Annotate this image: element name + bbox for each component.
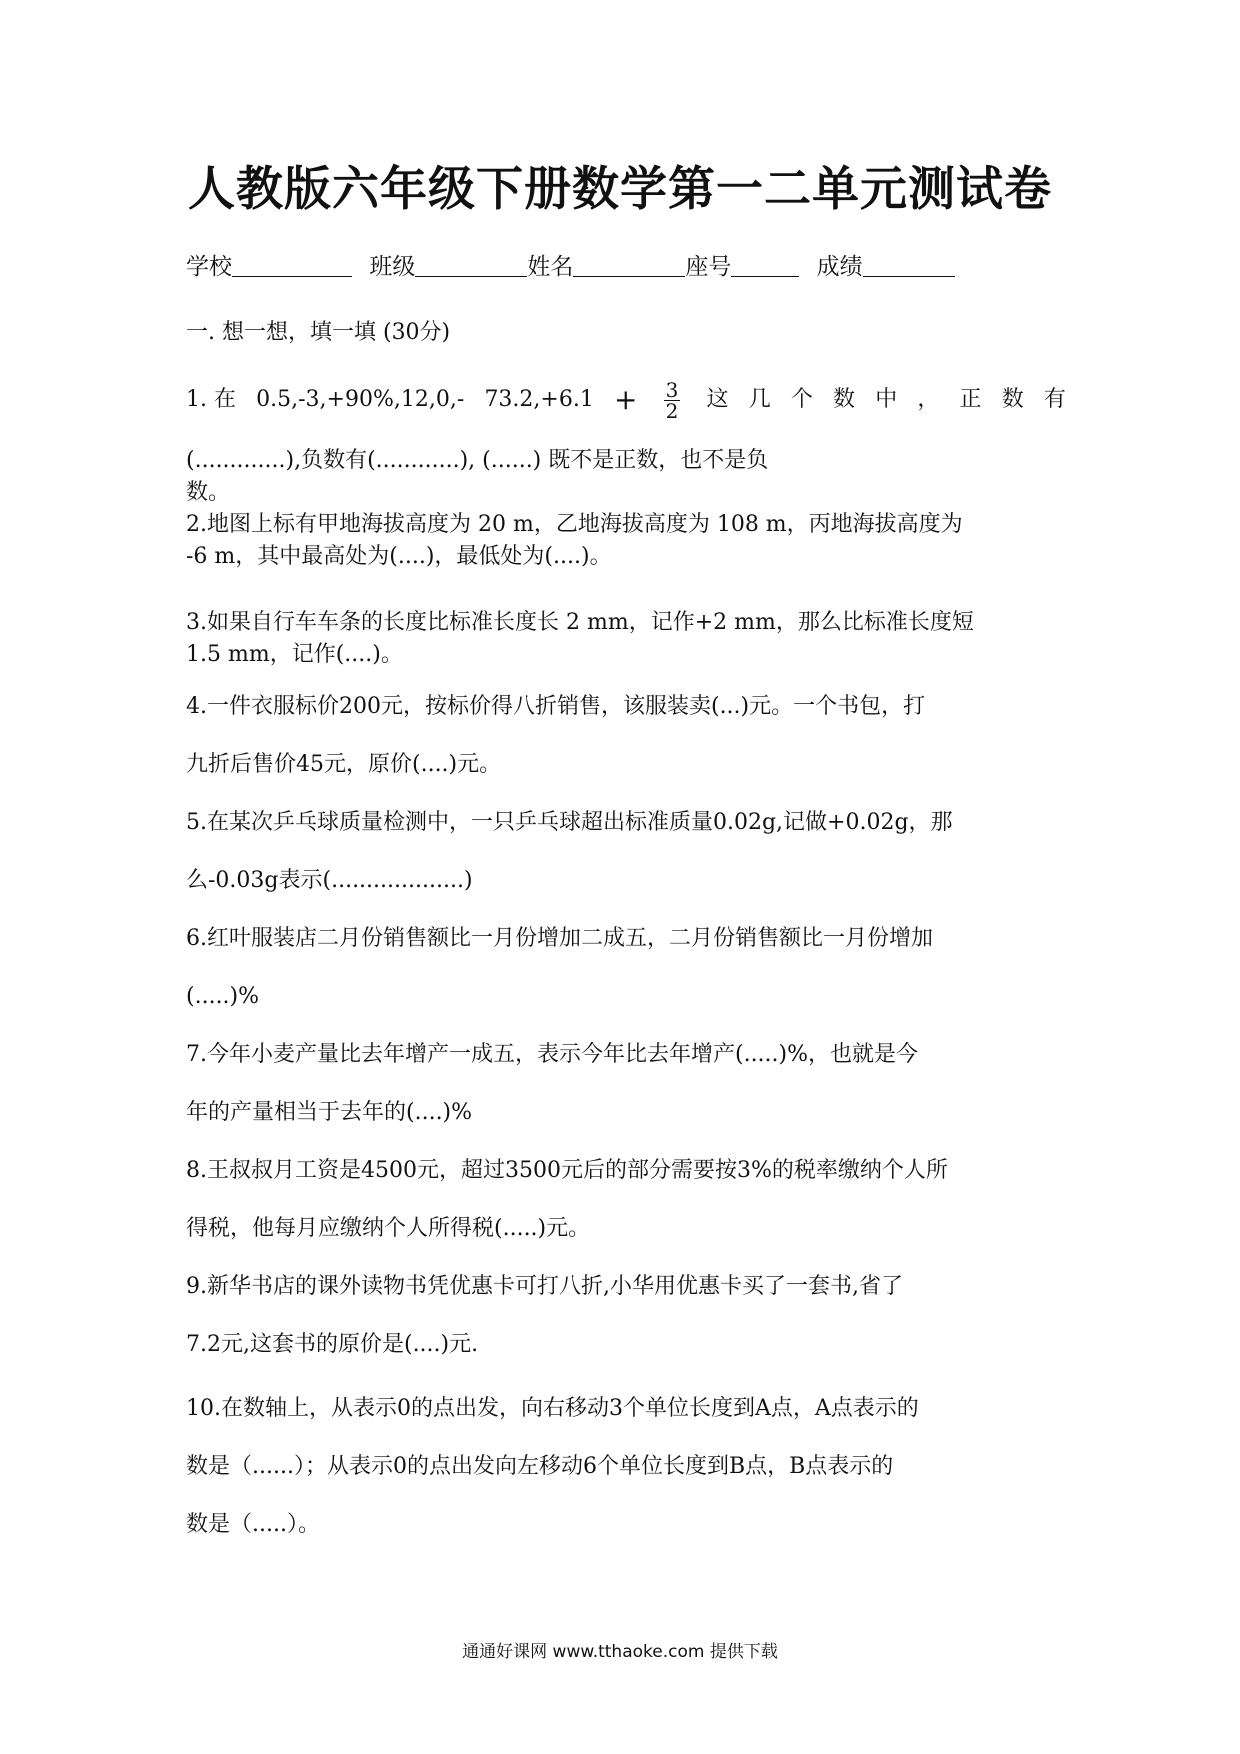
q1-word: 几 <box>748 387 771 412</box>
q1-word: 中 <box>875 387 898 412</box>
q1-plus: + <box>614 383 638 416</box>
question-10-line-1: 10.在数轴上，从表示0的点出发，向右移动3个单位长度到A点，A点表示的 <box>186 1396 919 1421</box>
q1-word: ， <box>917 387 940 412</box>
question-2-line-1: 2.地图上标有甲地海拔高度为 20 m，乙地海拔高度为 108 m，丙地海拔高度为 <box>186 512 963 537</box>
q1-numbers: 0.5,-3,+90%,12,0,- <box>256 387 465 412</box>
question-3-line-2: 1.5 mm，记作(....)。 <box>186 642 403 667</box>
question-2-line-2: -6 m，其中最高处为(....)，最低处为(....)。 <box>186 544 612 569</box>
q1-fraction-numerator: 3 <box>665 377 679 402</box>
q1-word: 这 <box>706 387 729 412</box>
name-label: 姓名 <box>527 254 574 280</box>
question-6-line-1: 6.红叶服装店二月份销售额比一月份增加二成五，二月份销售额比一月份增加 <box>186 926 933 951</box>
q1-word: 正 <box>959 387 982 412</box>
q1-numbers-2: 73.2,+6.1 <box>484 387 594 412</box>
exam-title: 人教版六年级下册数学第一二单元测试卷 <box>188 162 1052 217</box>
question-5-line-2: 么-0.03g表示(...................) <box>186 868 473 893</box>
question-7-line-1: 7.今年小麦产量比去年增产一成五，表示今年比去年增产(.....)%，也就是今 <box>186 1042 919 1067</box>
score-blank[interactable] <box>863 252 955 277</box>
q1-word: 个 <box>790 387 813 412</box>
question-3-line-1: 3.如果自行车车条的长度比标准长度长 2 mm，记作+2 mm，那么比标准长度短 <box>186 610 974 635</box>
class-label: 班级 <box>369 254 416 280</box>
q1-prefix: 1. 在 <box>186 387 236 412</box>
q1-word: 数 <box>1001 387 1024 412</box>
question-5-line-1: 5.在某次乒乓球质量检测中，一只乒乓球超出标准质量0.02g,记做+0.02g，那 <box>186 810 953 835</box>
seat-label: 座号 <box>685 254 732 280</box>
score-label: 成绩 <box>816 254 863 280</box>
q1-word: 数 <box>833 387 856 412</box>
school-blank[interactable] <box>232 252 352 277</box>
question-7-line-2: 年的产量相当于去年的(....)% <box>186 1100 473 1125</box>
q1-fraction-denominator: 2 <box>665 398 679 423</box>
name-blank[interactable] <box>573 252 685 277</box>
question-9-line-1: 9.新华书店的课外读物书凭优惠卡可打八折,小华用优惠卡买了一套书,省了 <box>186 1274 903 1299</box>
footer-source: 通通好课网 www.tthaoke.com 提供下载 <box>462 1642 778 1662</box>
class-blank[interactable] <box>415 252 527 277</box>
question-4-line-1: 4.一件衣服标价200元，按标价得八折销售，该服装卖(...)元。一个书包，打 <box>186 694 926 719</box>
question-10-line-3: 数是（.....）。 <box>186 1512 320 1537</box>
question-8-line-2: 得税，他每月应缴纳个人所得税(.....)元。 <box>186 1216 591 1241</box>
question-1-line-2: (.............),负数有(............), (......) 既不是正数，也不是负 <box>186 448 769 473</box>
seat-blank[interactable] <box>731 252 799 277</box>
school-label: 学校 <box>186 254 232 280</box>
question-6-line-2: (.....)% <box>186 984 260 1009</box>
q1-word: 有 <box>1043 387 1066 412</box>
question-8-line-1: 8.王叔叔月工资是4500元，超过3500元后的部分需要按3%的税率缴纳个人所 <box>186 1158 948 1183</box>
question-10-line-2: 数是（......）；从表示0的点出发向左移动6个单位长度到B点，B点表示的 <box>186 1454 894 1479</box>
question-9-line-2: 7.2元,这套书的原价是(....)元. <box>186 1332 479 1357</box>
question-1-line-3: 数。 <box>186 480 231 505</box>
q1-fraction <box>664 377 681 423</box>
student-info-row <box>186 248 1066 281</box>
section-heading: 一. 想一想，填一填 (30分) <box>186 320 451 345</box>
question-4-line-2: 九折后售价45元，原价(....)元。 <box>186 752 502 777</box>
question-1-line-1 <box>186 378 1066 422</box>
